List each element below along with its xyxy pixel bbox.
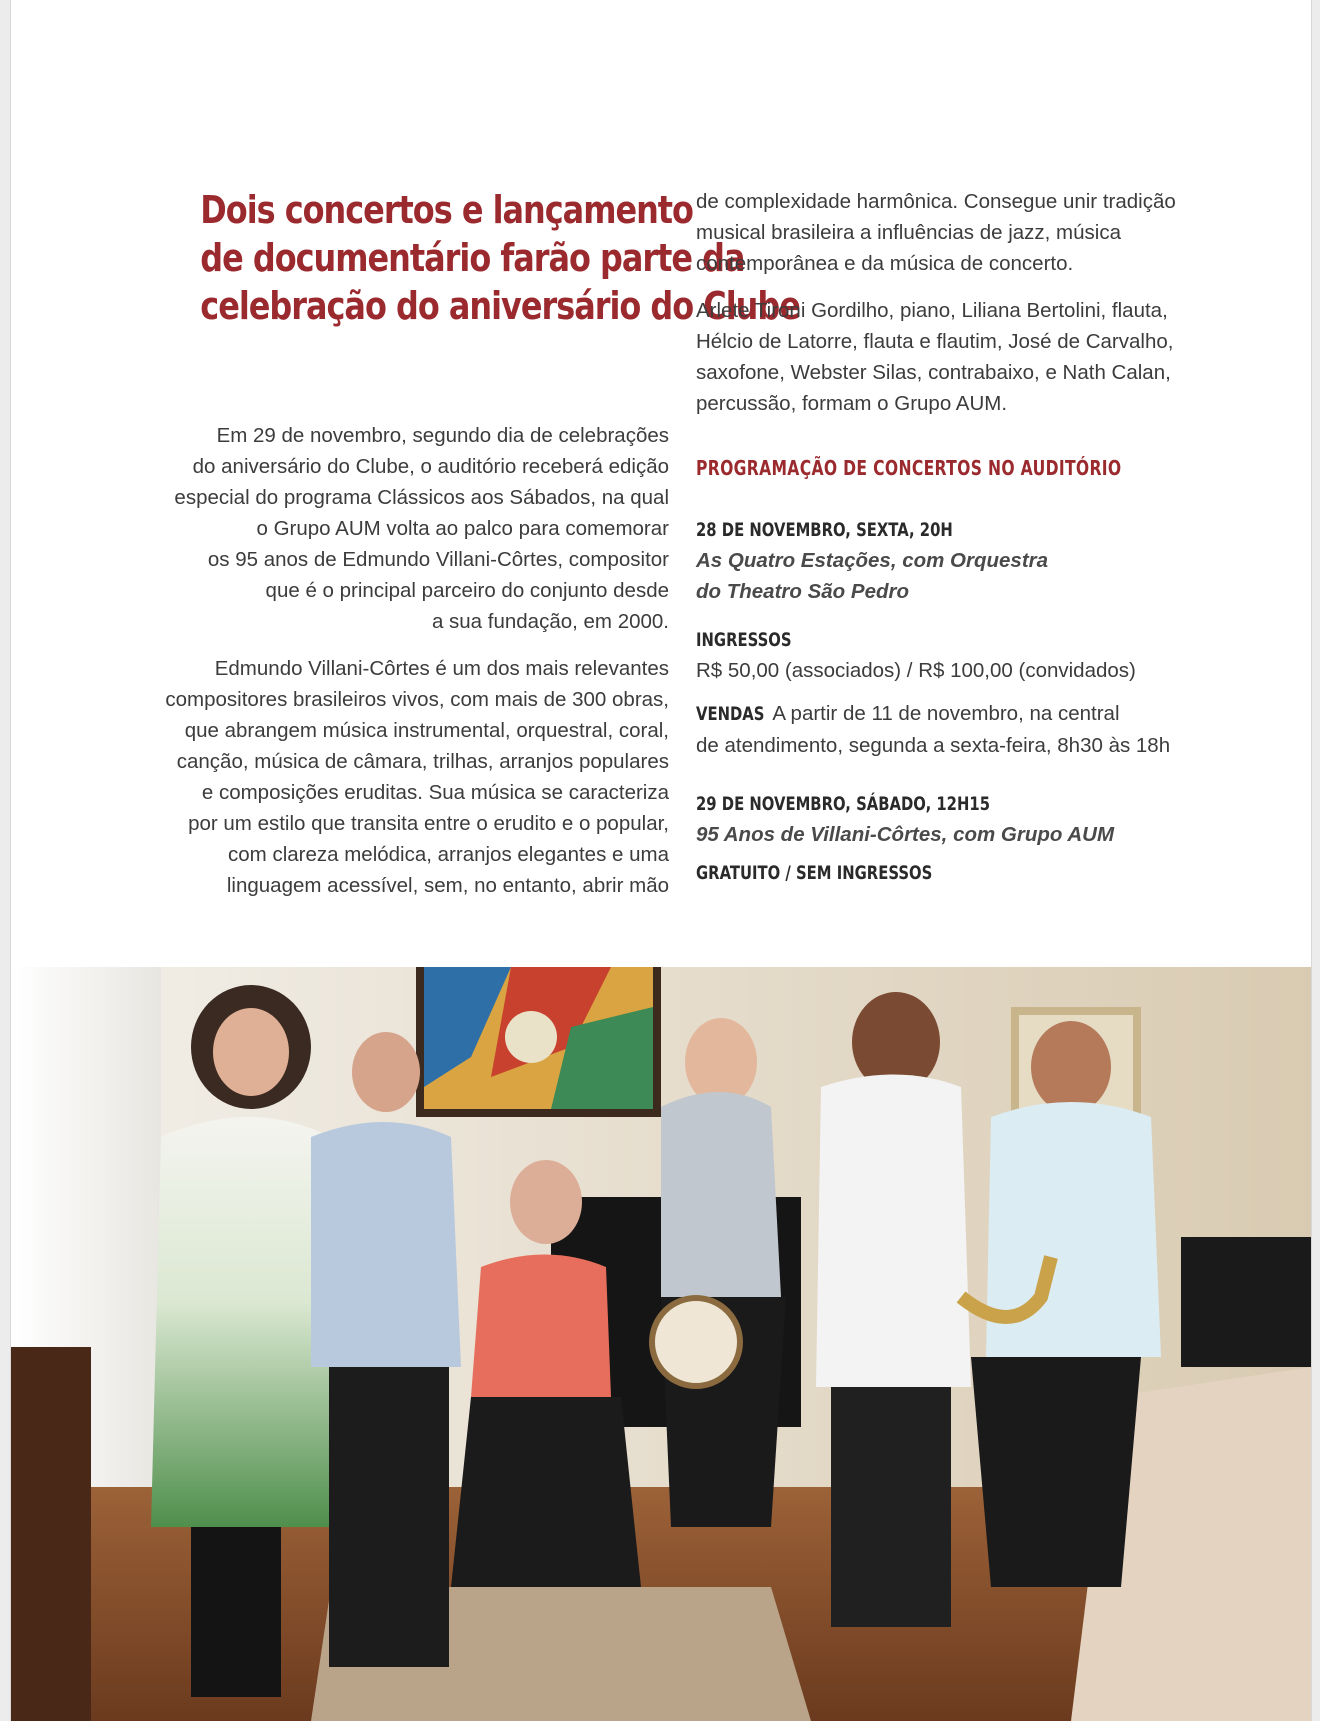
- text-line: do aniversário do Clube, o auditório receberá edição: [192, 455, 669, 478]
- text-line: de complexidade harmônica. Consegue unir tradição: [696, 190, 1176, 213]
- text-line: especial do programa Clássicos aos Sábados, na qual: [174, 486, 669, 509]
- text-line: que é o principal parceiro do conjunto desde: [265, 579, 669, 602]
- paragraph-composer: [111, 653, 669, 901]
- article-headline: [200, 186, 800, 330]
- paragraph-intro: [111, 420, 669, 637]
- headline-line: celebração do aniversário do Clube: [200, 284, 800, 328]
- text-line: e composições eruditas. Sua música se caracteriza: [201, 781, 669, 804]
- text-line: Hélcio de Latorre, flauta e flautim, José de Carvalho,: [696, 330, 1174, 353]
- sales-text: de atendimento, segunda a sexta-feira, 8h30 às 18h: [696, 734, 1171, 757]
- text-line: o Grupo AUM volta ao palco para comemorar: [256, 517, 669, 540]
- left-text-column: [111, 420, 669, 917]
- paragraph-members: [696, 295, 1256, 419]
- text-line: que abrangem música instrumental, orquestral, coral,: [184, 719, 669, 742]
- tickets-prices: R$ 50,00 (associados) / R$ 100,00 (convidados): [696, 659, 1136, 682]
- text-line: musical brasileira a influências de jazz, música: [696, 221, 1121, 244]
- concert-1: [696, 515, 1256, 607]
- sales-info: [696, 698, 1256, 761]
- concert-date: 29 DE NOVEMBRO, SÁBADO, 12H15: [696, 793, 991, 815]
- text-line: compositores brasileiros vivos, com mais de 300 obras,: [165, 688, 669, 711]
- free-entry-label: GRATUITO / SEM INGRESSOS: [696, 862, 933, 884]
- text-line: Arlete Tironi Gordilho, piano, Liliana Bertolini, flauta,: [696, 299, 1168, 322]
- concert-2: [696, 789, 1256, 888]
- concert-title: do Theatro São Pedro: [696, 580, 909, 603]
- text-line: canção, música de câmara, trilhas, arranjos populares: [176, 750, 669, 773]
- headline-line: de documentário farão parte da: [200, 236, 745, 280]
- program-heading-text: PROGRAMAÇÃO DE CONCERTOS NO AUDITÓRIO: [696, 456, 1122, 480]
- text-line: os 95 anos de Edmundo Villani-Côrtes, compositor: [207, 548, 669, 571]
- text-line: a sua fundação, em 2000.: [431, 610, 669, 633]
- group-photo: [11, 967, 1311, 1721]
- tickets-info: [696, 625, 1256, 686]
- text-line: Edmundo Villani-Côrtes é um dos mais relevantes: [214, 657, 669, 680]
- text-line: com clareza melódica, arranjos elegantes e uma: [228, 843, 669, 866]
- headline-line: Dois concertos e lançamento: [200, 188, 693, 232]
- text-line: por um estilo que transita entre o erudito e o popular,: [188, 812, 669, 835]
- magazine-page: [10, 0, 1312, 1721]
- text-line: contemporânea e da música de concerto.: [696, 252, 1074, 275]
- program-heading: [696, 453, 1256, 483]
- concert-title: As Quatro Estações, com Orquestra: [696, 549, 1049, 572]
- right-text-column: [696, 186, 1256, 900]
- tickets-label: INGRESSOS: [696, 629, 792, 651]
- sales-text: A partir de 11 de novembro, na central: [767, 702, 1120, 725]
- text-line: percussão, formam o Grupo AUM.: [696, 392, 1008, 415]
- paragraph-continued: [696, 186, 1256, 279]
- concert-title: 95 Anos de Villani-Côrtes, com Grupo AUM: [696, 823, 1115, 846]
- text-line: Em 29 de novembro, segundo dia de celebrações: [216, 424, 669, 447]
- text-line: linguagem acessível, sem, no entanto, abrir mão: [226, 874, 669, 897]
- sales-label: VENDAS: [696, 703, 765, 725]
- text-line: saxofone, Webster Silas, contrabaixo, e Nath Calan,: [696, 361, 1171, 384]
- concert-date: 28 DE NOVEMBRO, SEXTA, 20H: [696, 519, 953, 541]
